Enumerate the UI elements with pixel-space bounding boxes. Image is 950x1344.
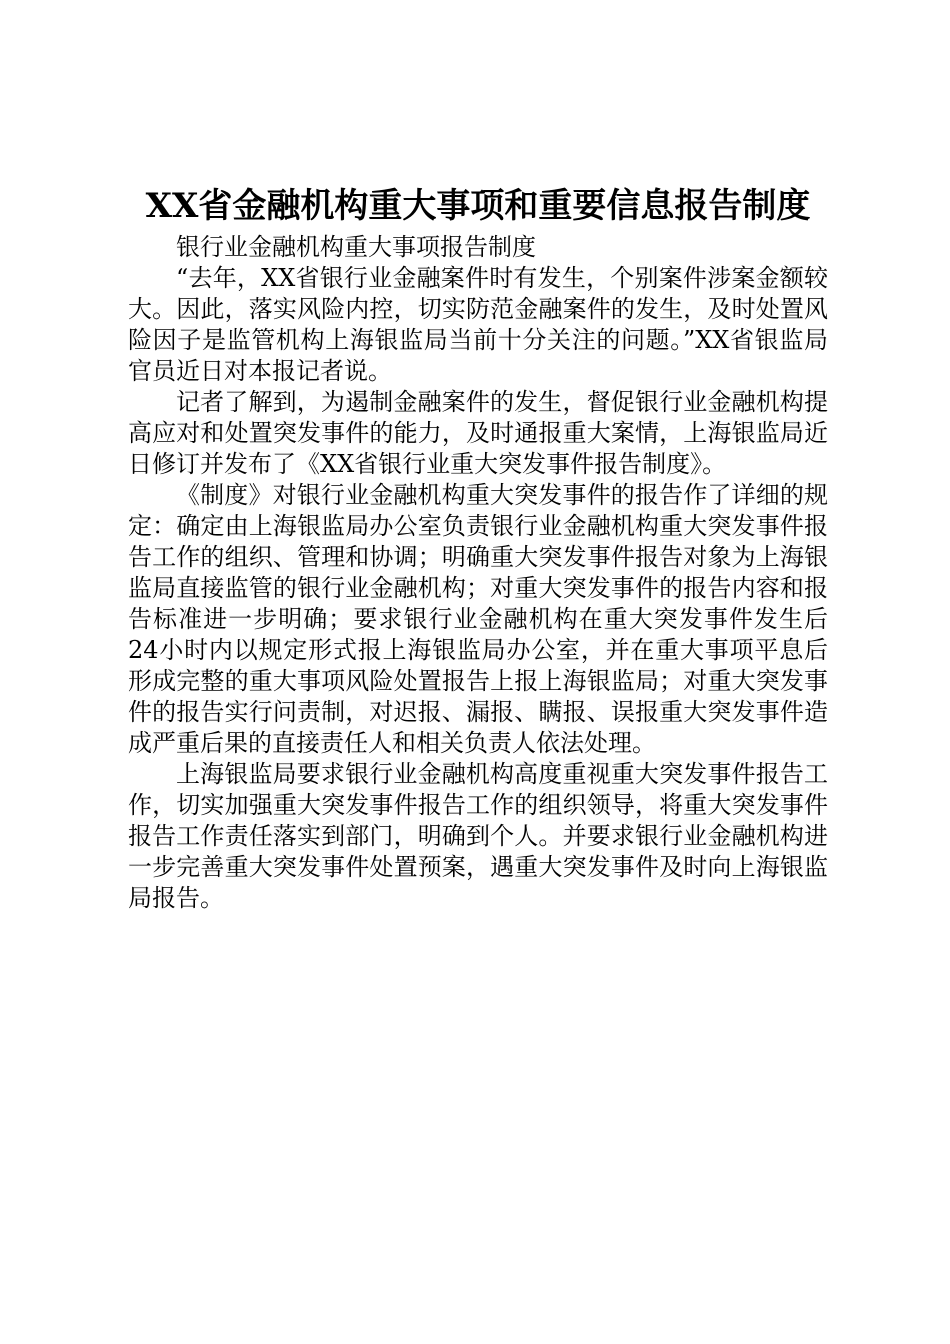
- paragraph-regulation: 《制度》对银行业金融机构重大突发事件的报告作了详细的规定：确定由上海银监局办公室负责银行业金融机构重大突发事件报告工作的组织、管理和协调；明确重大突发事件报告对象为上海银监局直接监管的银行业金融机构；对重大突发事件的报告内容和报告标准进一步明确；要求银行业金融机构在重大突发事件发生后24小时内以规定形式报上海银监局办公室，并在重大事项平息后形成完整的重大事项风险处置报告上报上海银监局；对重大突发事件的报告实行问责制，对迟报、漏报、瞒报、误报重大突发事件造成严重后果的直接责任人和相关负责人依法处理。: [128, 481, 828, 757]
- paragraph-reporter: 记者了解到，为遏制金融案件的发生，督促银行业金融机构提高应对和处置突发事件的能力，及时通报重大案情，上海银监局近日修订并发布了《XX省银行业重大突发事件报告制度》。: [128, 388, 828, 478]
- paragraph-requirements: 上海银监局要求银行业金融机构高度重视重大突发事件报告工作，切实加强重大突发事件报告工作的组织领导，将重大突发事件报告工作责任落实到部门，明确到个人。并要求银行业金融机构进一步完善重大突发事件处置预案，遇重大突发事件及时向上海银监局报告。: [128, 760, 828, 912]
- document-title: XX省金融机构重大事项和重要信息报告制度: [145, 186, 811, 226]
- paragraph-subtitle: 银行业金融机构重大事项报告制度: [176, 233, 536, 261]
- paragraph-quote: “去年，XX省银行业金融案件时有发生，个别案件涉案金额较大。因此，落实风险内控，切实防范金融案件的发生，及时处置风险因子是监管机构上海银监局当前十分关注的问题。”XX省银监局官员近日对本报记者说。: [128, 264, 828, 385]
- document-body: [128, 232, 828, 914]
